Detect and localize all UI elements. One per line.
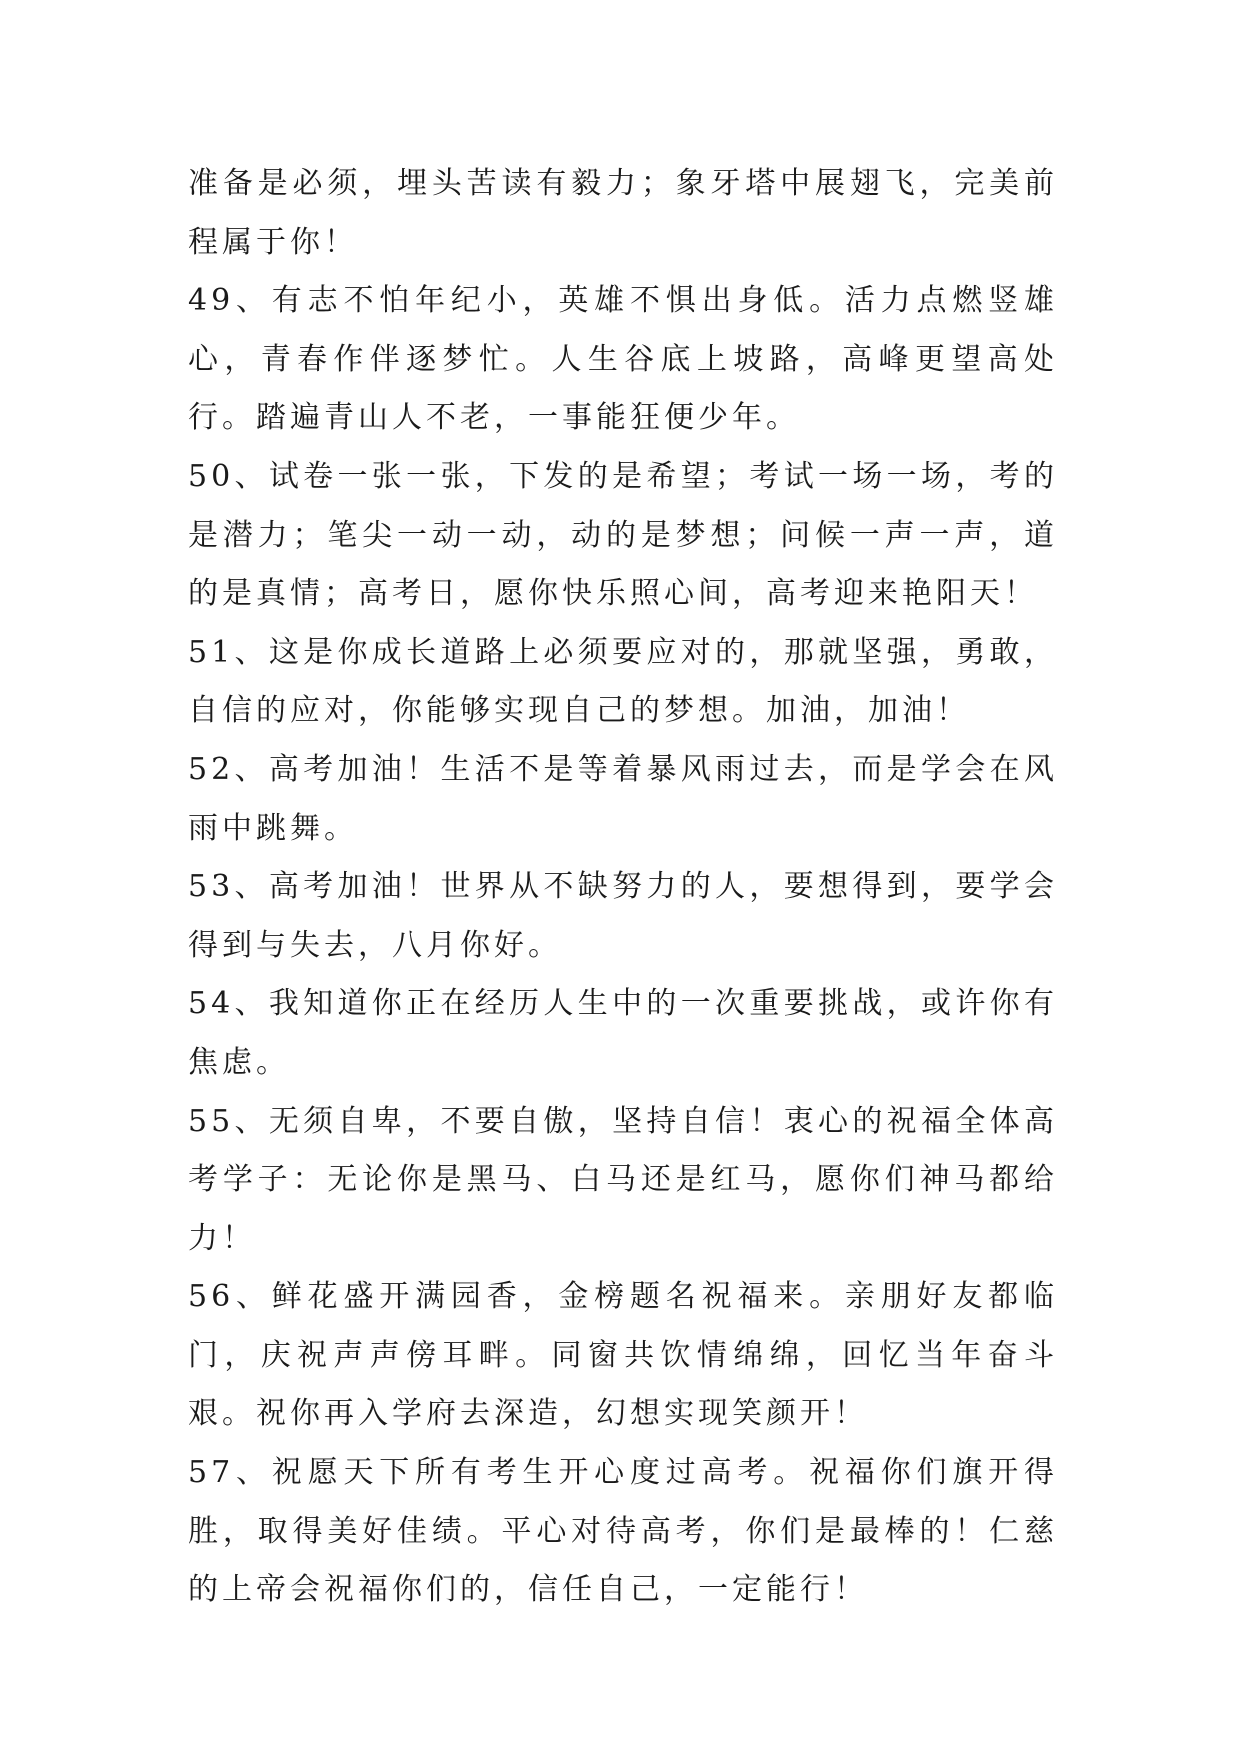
document-body	[188, 155, 1058, 1620]
paragraph-50: 50、试卷一张一张，下发的是希望；考试一场一场，考的是潜力；笔尖一动一动，动的是梦想；问候一声一声，道的是真情；高考日，愿你快乐照心间，高考迎来艳阳天！	[188, 458, 1058, 612]
paragraph-51: 51、这是你成长道路上必须要应对的，那就坚强，勇敢，自信的应对，你能够实现自己的梦想。加油，加油！	[188, 634, 1058, 729]
paragraph-57: 57、祝愿天下所有考生开心度过高考。祝福你们旗开得胜，取得美好佳绩。平心对待高考，你们是最棒的！仁慈的上帝会祝福你们的，信任自己，一定能行！	[188, 1455, 1058, 1608]
paragraph-48-continued: 准备是必须，埋头苦读有毅力；象牙塔中展翅飞，完美前程属于你！	[188, 166, 1058, 260]
paragraph-53: 53、高考加油！世界从不缺努力的人，要想得到，要学会得到与失去，八月你好。	[188, 869, 1058, 963]
paragraph-52: 52、高考加油！生活不是等着暴风雨过去，而是学会在风雨中跳舞。	[188, 751, 1058, 846]
paragraph-49: 49、有志不怕年纪小，英雄不惧出身低。活力点燃竖雄心，青春作伴逐梦忙。人生谷底上坡路，高峰更望高处行。踏遍青山人不老，一事能狂便少年。	[188, 283, 1058, 436]
paragraph-56: 56、鲜花盛开满园香，金榜题名祝福来。亲朋好友都临门，庆祝声声傍耳畔。同窗共饮情绵绵，回忆当年奋斗艰。祝你再入学府去深造，幻想实现笑颜开！	[188, 1279, 1058, 1432]
paragraph-55: 55、无须自卑，不要自傲，坚持自信！衷心的祝福全体高考学子：无论你是黑马、白马还是红马，愿你们神马都给力！	[188, 1103, 1058, 1256]
paragraph-54: 54、我知道你正在经历人生中的一次重要挑战，或许你有焦虑。	[188, 986, 1058, 1080]
